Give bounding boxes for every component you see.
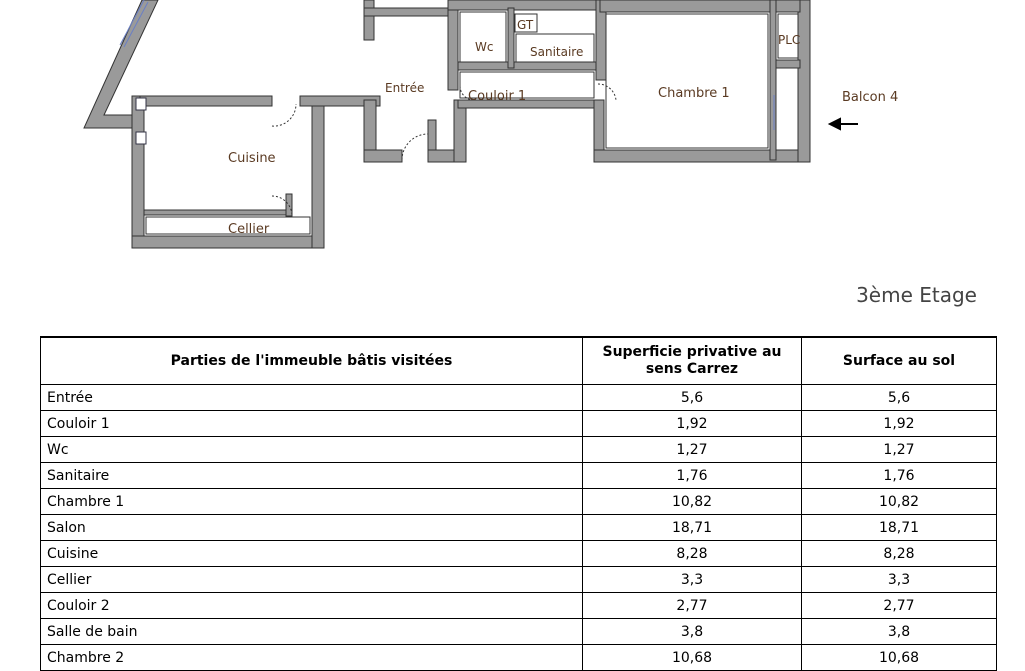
surface-value-cell: 10,68: [802, 645, 997, 671]
room-label-gt: GT: [517, 18, 534, 32]
room-wc: [460, 12, 506, 62]
room-name-cell: Cuisine: [41, 541, 583, 567]
wall: [132, 236, 324, 248]
wall: [364, 150, 402, 162]
wall: [364, 0, 374, 40]
room-name-cell: Salle de bain: [41, 619, 583, 645]
room-label-wc: Wc: [475, 40, 494, 54]
wall: [312, 100, 324, 248]
carrez-value-cell: 10,68: [583, 645, 802, 671]
wall: [798, 0, 810, 162]
table-row: [41, 567, 997, 593]
room-label-couloir-1: Couloir 1: [468, 89, 527, 104]
carrez-value-cell: 5,6: [583, 385, 802, 411]
table-body: [41, 385, 997, 671]
wall: [458, 62, 598, 70]
wall: [286, 194, 292, 216]
wall: [770, 0, 776, 160]
window: [136, 98, 146, 110]
room-label-cuisine: Cuisine: [228, 151, 276, 166]
wall: [448, 0, 600, 10]
table-row: [41, 515, 997, 541]
wall: [364, 8, 454, 16]
carrez-value-cell: 3,3: [583, 567, 802, 593]
room-name-cell: Couloir 2: [41, 593, 583, 619]
carrez-value-cell: 1,76: [583, 463, 802, 489]
table-row: [41, 437, 997, 463]
wall: [454, 100, 466, 162]
column-header-carrez: Superficie privative au sens Carrez: [583, 337, 802, 385]
surface-value-cell: 1,92: [802, 411, 997, 437]
room-name-cell: Couloir 1: [41, 411, 583, 437]
room-name-cell: Entrée: [41, 385, 583, 411]
table-row: [41, 593, 997, 619]
wall: [132, 96, 144, 246]
carrez-value-cell: 8,28: [583, 541, 802, 567]
carrez-value-cell: 18,71: [583, 515, 802, 541]
table-row: [41, 489, 997, 515]
room-label-plc: PLC: [778, 33, 801, 47]
room-name-cell: Cellier: [41, 567, 583, 593]
room-label-sanitaire: Sanitaire: [530, 45, 584, 59]
wall: [594, 150, 810, 162]
room-label-cellier: Cellier: [228, 222, 270, 237]
surface-value-cell: 3,3: [802, 567, 997, 593]
wall: [140, 96, 272, 106]
wall: [84, 0, 158, 128]
room-name-cell: Chambre 1: [41, 489, 583, 515]
room-name-cell: Sanitaire: [41, 463, 583, 489]
room-name-cell: Wc: [41, 437, 583, 463]
wall: [144, 210, 286, 215]
room-name-cell: Salon: [41, 515, 583, 541]
floor-plan: [0, 0, 1025, 270]
arrow-left-icon: [830, 119, 858, 129]
room-chambre-1: [606, 14, 768, 148]
room-label-chambre-1: Chambre 1: [658, 86, 730, 101]
surface-value-cell: 2,77: [802, 593, 997, 619]
table-row: [41, 645, 997, 671]
surface-table: [40, 336, 997, 671]
wall: [508, 8, 514, 68]
column-header-parties: Parties de l'immeuble bâtis visitées: [41, 337, 583, 385]
room-label-entree: Entrée: [385, 81, 425, 95]
wall: [776, 60, 800, 68]
surface-value-cell: 1,27: [802, 437, 997, 463]
surface-value-cell: 1,76: [802, 463, 997, 489]
column-header-surface-sol: Surface au sol: [802, 337, 997, 385]
table-header-row: [41, 337, 997, 385]
wall: [448, 0, 458, 90]
room-name-cell: Chambre 2: [41, 645, 583, 671]
carrez-value-cell: 1,92: [583, 411, 802, 437]
surface-value-cell: 10,82: [802, 489, 997, 515]
table-row: [41, 411, 997, 437]
floor-label: 3ème Etage: [856, 283, 977, 307]
table-row: [41, 463, 997, 489]
window: [136, 132, 146, 144]
carrez-value-cell: 2,77: [583, 593, 802, 619]
surface-value-cell: 5,6: [802, 385, 997, 411]
carrez-value-cell: 3,8: [583, 619, 802, 645]
surface-value-cell: 8,28: [802, 541, 997, 567]
carrez-value-cell: 1,27: [583, 437, 802, 463]
carrez-value-cell: 10,82: [583, 489, 802, 515]
table-row: [41, 385, 997, 411]
balcon-label: Balcon 4: [842, 90, 899, 105]
table-row: [41, 619, 997, 645]
surface-value-cell: 3,8: [802, 619, 997, 645]
surface-value-cell: 18,71: [802, 515, 997, 541]
table-row: [41, 541, 997, 567]
